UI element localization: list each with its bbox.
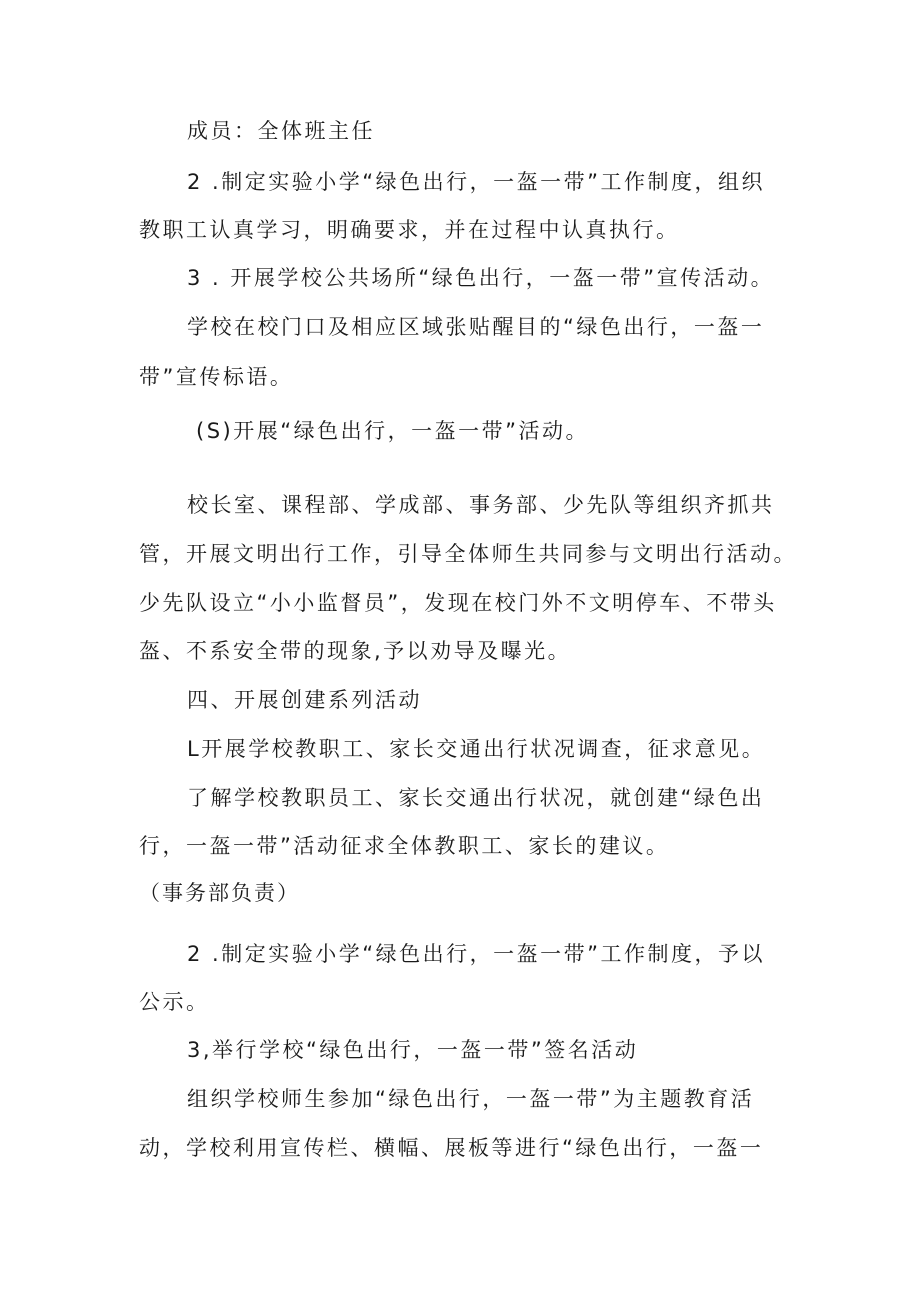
section-heading: 四、开展创建系列活动 [187,688,422,712]
text-line: 公示。 [139,990,210,1014]
text-line: 少先队设立“小小监督员”，发现在校门外不文明停车、不带头 [139,591,777,615]
text-line: L开展学校教职工、家长交通出行状况调查，征求意见。 [187,737,766,761]
text-line: 2 .制定实验小学“绿色出行，一盔一带”工作制度，予以 [187,942,765,966]
text-line: 管，开展文明出行工作，引导全体师生共同参与文明出行活动。 [139,542,797,566]
text-line: 带”宣传标语。 [139,365,294,389]
text-line: (S)开展“绿色出行，一盔一带”活动。 [196,419,589,443]
text-line: 盔、不系安全带的现象,予以劝导及曝光。 [139,639,572,663]
text-line: 了解学校教职员工、家长交通出行状况，就创建“绿色出 [187,786,765,810]
text-line: 组织学校师生参加“绿色出行，一盔一带”为主题教育活 [187,1087,755,1111]
text-line: （事务部负责） [139,881,300,905]
text-line: 校长室、课程部、学成部、事务部、少先队等组织齐抓共 [187,493,775,517]
text-line: 成员：全体班主任 [187,119,375,143]
text-line: 动，学校利用宣传栏、横幅、展板等进行“绿色出行，一盔一 [139,1136,764,1160]
text-line: 2 .制定实验小学“绿色出行，一盔一带”工作制度，组织 [187,170,765,194]
text-line: 3,举行学校“绿色出行，一盔一带”签名活动 [187,1038,639,1062]
text-line: 行，一盔一带”活动征求全体教职工、家长的建议。 [139,834,670,858]
text-line: 3 . 开展学校公共场所“绿色出行，一盔一带”宣传活动。 [187,266,775,290]
text-line: 教职工认真学习，明确要求，并在过程中认真执行。 [139,218,680,242]
text-line: 学校在校门口及相应区域张贴醒目的“绿色出行，一盔一 [187,315,765,339]
